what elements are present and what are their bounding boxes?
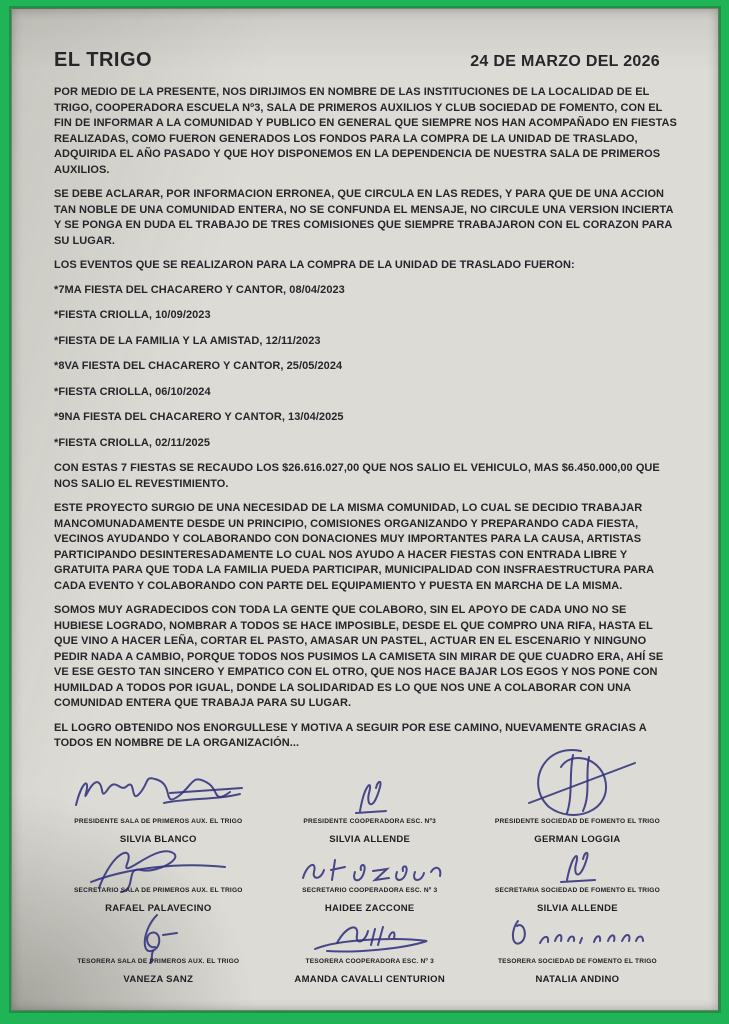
signature-silvia-allende-2 (477, 852, 678, 886)
signature-rafael-palavecino (54, 852, 263, 886)
signature-role: PRESIDENTE SALA DE PRIMEROS AUX. EL TRIGO (74, 817, 243, 825)
signature-silvia-allende (277, 761, 463, 817)
event-item: *FIESTA CRIOLLA, 06/10/2024 (54, 385, 211, 398)
letter-body (54, 85, 678, 752)
letter-paragraph: SE DEBE ACLARAR, POR INFORMACION ERRONEA, QUE CIRCULA EN LAS REDES, Y PARA QUE DE UNA ACCION TAN NOBLE DE UNA COMUNIDAD ENTERA, NO SE CONFUNDA EL MENSAJE, NO CIRCULE UNA VERSION INCIERTA Y SE PONGA EN DUDA EL TRABAJO DE TRES COMISIONES QUE SIEMPRE TRABAJARON CON EL CORAZON PARA SU LUGAR. (54, 188, 674, 247)
letter-paragraph: LOS EVENTOS QUE SE REALIZARON PARA LA COMPRA DE LA UNIDAD DE TRASLADO FUERON: (54, 259, 575, 271)
signature-german-loggia (477, 761, 678, 817)
signature-name: AMANDA CAVALLI CENTURION (294, 973, 445, 985)
signature-vaneza-sanz (54, 921, 263, 957)
signature-role: TESORERA SOCIEDAD DE FOMENTO EL TRIGO (497, 957, 657, 965)
signature-role: SECRETARIA SOCIEDAD DE FOMENTO EL TRIGO (494, 886, 660, 894)
signature-block (477, 921, 678, 992)
letter-paragraph: ESTE PROYECTO SURGIO DE UNA NECESIDAD DE LA MISMA COMUNIDAD, LO CUAL SE DECIDIO TRABAJAR MANCOMUNADAMENTE DESDE UN PRINCIPIO, COMISIONES ORGANIZANDO Y PREPARANDO CADA FIESTA, VECINOS AYUDANDO Y COLABORANDO CON DONACIONES MUY IMPORTANTES PARA LA CAUSA, ARTISTAS PARTICIPANDO DESINTERESADAMENTE LO CUAL NOS AYUDO A HACER FIESTAS CON ENTRADA LIBRE Y GRATUITA PARA QUE TODA LA FAMILIA PUEDA PARTICIPAR, MUNICIPALIDAD CON INSFRAESTRUCTURA PARA CADA EVENTO Y COLABORANDO CON PARTE DEL EQUIPAMIENTO Y PUESTA EN MARCHA DE LA MISMA. (54, 502, 654, 592)
signature-block (54, 761, 263, 852)
letter-header (54, 49, 678, 72)
signature-role: TESORERA COOPERADORA ESC. Nº 3 (305, 957, 434, 965)
signature-role: SECRETARIO COOPERADORA ESC. Nº 3 (302, 886, 438, 894)
event-item: *FIESTA CRIOLLA, 02/11/2025 (54, 436, 211, 449)
signature-name: RAFAEL PALAVECINO (105, 902, 212, 914)
signature-amanda-cavalli (277, 921, 463, 957)
event-item: *8VA FIESTA DEL CHACARERO Y CANTOR, 25/05/2024 (54, 360, 343, 372)
letter-date: 24 DE MARZO DEL 2026 (470, 53, 660, 70)
signature-name: GERMAN LOGGIA (534, 833, 621, 845)
letter-paragraph: POR MEDIO DE LA PRESENTE, NOS DIRIJIMOS EN NOMBRE DE LAS INSTITUCIONES DE LA LOCALIDAD DE EL TRIGO, COOPERADORA ESCUELA Nº3, SALA DE PRIMEROS AUXILIOS Y CLUB SOCIEDAD DE FOMENTO, CON EL FIN DE INFORMAR A LA COMUNIDAD Y PUBLICO EN GENERAL QUE SIEMPRE NOS HAN ACOMPAÑADO EN FIESTAS REALIZADAS, COMO FUERON GENERADOS LOS FONDOS PARA LA COMPRA DE LA UNIDAD DE TRASLADO, ADQUIRIDA EL AÑO PASADO Y QUE HOY DISPONEMOS EN LA DEPENDENCIA DE NUESTRA SALA DE PRIMEROS AUXILIOS. (54, 86, 677, 176)
signature-name: SILVIA ALLENDE (329, 833, 411, 845)
letter-paragraph: CON ESTAS 7 FIESTAS SE RECAUDO LOS $26.616.027,00 QUE NOS SALIO EL VEHICULO, MAS $6.450.000,00 QUE NOS SALIO EL REVESTIMIENTO. (54, 462, 660, 490)
letter-page (11, 8, 719, 1011)
letter-paragraph: EL LOGRO OBTENIDO NOS ENORGULLESE Y MOTIVA A SEGUIR POR ESE CAMINO, NUEVAMENTE GRACIAS A TODOS EN NOMBRE DE LA ORGANIZACIÓN... (54, 721, 647, 749)
event-item: *FIESTA DE LA FAMILIA Y LA AMISTAD, 12/11/2023 (54, 334, 321, 347)
signature-block (277, 921, 463, 992)
event-item: *9NA FIESTA DEL CHACARERO Y CANTOR, 13/04/2025 (54, 411, 344, 423)
event-item: *FIESTA CRIOLLA, 10/09/2023 (54, 309, 211, 321)
signature-role: PRESIDENTE SOCIEDAD DE FOMENTO EL TRIGO (494, 817, 660, 825)
signature-role: SECRETARIO SALA DE PRIMEROS AUX. EL TRIGO (73, 886, 243, 894)
signature-role: PRESIDENTE COOPERADORA ESC. Nº3 (303, 817, 436, 825)
signature-name: VANEZA SANZ (123, 973, 194, 985)
signature-block (277, 852, 463, 921)
signature-name: NATALIA ANDINO (535, 973, 620, 985)
signature-block (54, 921, 263, 992)
page-title: EL TRIGO (54, 49, 153, 71)
signature-name: SILVIA ALLENDE (536, 902, 618, 914)
letter-paragraph: SOMOS MUY AGRADECIDOS CON TODA LA GENTE QUE COLABORO, SIN EL APOYO DE CADA UNO NO SE HUBIESE LOGRADO, NOMBRAR A TODOS SE HACE IMPOSIBLE, DESDE EL QUE COMPRO UNA RIFA, HASTA EL QUE VINO A HACER LEÑA, CORTAR EL PASTO, AMASAR UN PASTEL, ACTUAR EN EL ESCENARIO Y NINGUNO PEDIR NADA A CAMBIO, PORQUE TODOS NOS PUSIMOS LA CAMISETA SIN MIRAR DE QUE CUADRO ERA, AHÍ SE VE ESE GESTO TAN SINCERO Y EMPATICO CON EL OTRO, QUE NOS HACE BAJAR LOS EGOS Y NOS PONE CON HUMILDAD A TODOS POR IGUAL, DONDE LA SOLIDARIDAD ES LO QUE NOS UNE A COLABORAR CON UNA COMUNIDAD ENTERA QUE TRABAJA PARA SU LUGAR. (54, 604, 664, 709)
signature-haidee-zaccone (277, 852, 463, 886)
signature-name: SILVIA BLANCO (119, 833, 197, 845)
signatures-section (54, 761, 678, 992)
signature-block (477, 852, 678, 921)
event-item: *7MA FIESTA DEL CHACARERO Y CANTOR, 08/04/2023 (54, 283, 345, 296)
signature-silvia-blanco (54, 761, 263, 817)
signature-block (477, 761, 678, 852)
signature-role: TESORERA SALA DE PRIMEROS AUX. EL TRIGO (77, 957, 240, 965)
signature-block (277, 761, 463, 852)
signature-natalia-andino (477, 921, 678, 957)
signature-name: HAIDEE ZACCONE (324, 902, 415, 914)
